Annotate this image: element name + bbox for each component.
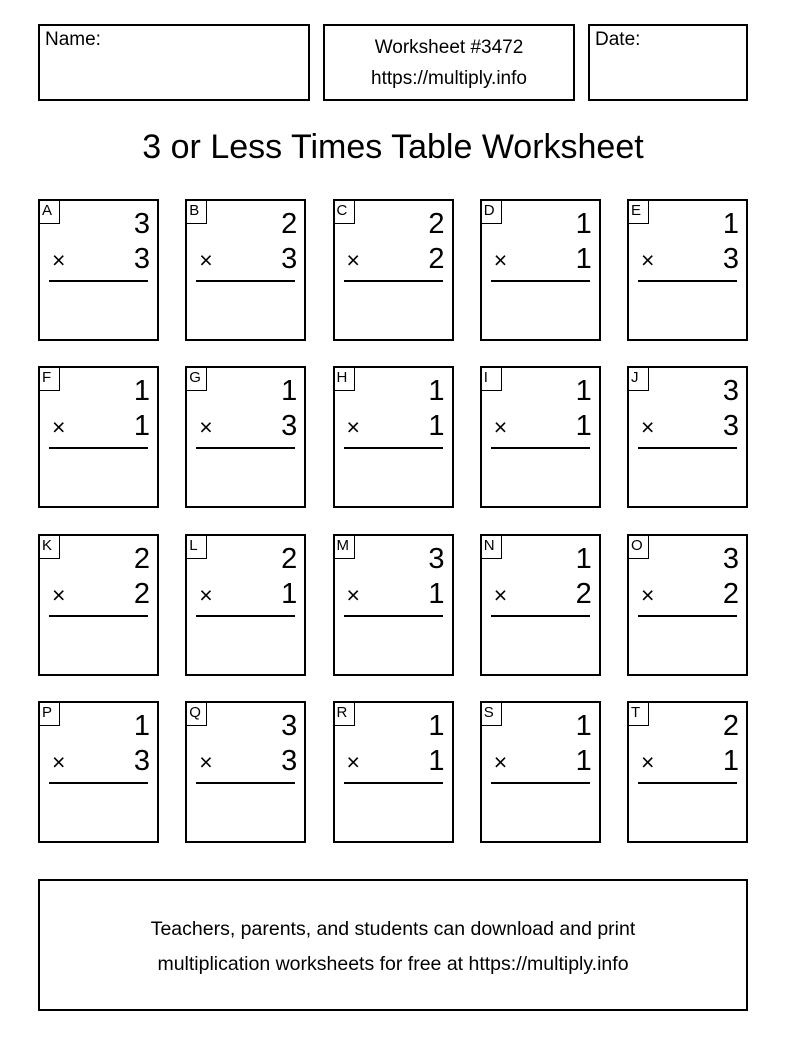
answer-line [638,447,737,449]
multiplicand: 1 [575,709,592,742]
multiplier: 1 [281,577,298,610]
answer-line [196,615,295,617]
answer-line [196,447,295,449]
multiplicand: 1 [428,375,445,408]
problem-card[interactable] [480,701,601,843]
multiplier: 3 [722,243,739,275]
website-link[interactable]: https://multiply.info [371,68,527,89]
problem-label: O [629,536,649,559]
multiplicand: 1 [575,208,592,240]
multiplier: 1 [428,410,445,443]
multiply-sign: × [493,414,508,441]
answer-line [344,615,443,617]
multiplicand: 3 [428,542,445,575]
multiplier: 1 [575,410,592,443]
multiplicand: 2 [281,208,298,240]
problem-card[interactable] [333,534,454,676]
multiply-sign: × [641,247,655,273]
problem-label: P [40,703,60,726]
multiplier: 1 [428,577,445,610]
worksheet-info-box [323,24,575,101]
multiplier: 2 [722,577,739,610]
multiplicand: 3 [133,208,150,240]
answer-line [49,615,148,617]
multiplicand: 1 [575,375,592,408]
date-label: Date: [595,29,641,50]
multiplier: 1 [575,243,592,275]
multiplier: 2 [575,577,592,610]
multiply-sign: × [199,748,213,775]
problem-label: S [482,703,502,726]
multiply-sign: × [641,748,655,775]
footer-box [38,879,748,1011]
problem-label: H [335,368,355,391]
multiply-sign: × [346,414,360,441]
multiplier: 1 [575,744,592,777]
problem-label: K [40,536,60,559]
problem-label: G [187,368,207,391]
problem-label: L [187,536,207,559]
multiplier: 1 [722,744,739,777]
problem-card[interactable] [185,366,306,508]
multiply-sign: × [199,414,213,441]
name-label: Name: [45,29,101,50]
multiply-sign: × [346,247,360,273]
problem-card[interactable] [627,701,748,843]
multiplier: 3 [722,410,739,443]
multiplier: 3 [281,744,298,777]
problem-label: D [482,201,502,224]
answer-line [638,280,737,282]
multiplier: 1 [133,410,150,443]
multiply-sign: × [493,581,508,608]
multiply-sign: × [52,748,66,775]
problem-card[interactable] [480,534,601,676]
answer-line [491,280,590,282]
answer-line [344,782,443,784]
problem-card[interactable] [627,366,748,508]
problem-card[interactable] [38,701,159,843]
multiply-sign: × [641,581,655,608]
problem-label: E [629,201,649,224]
problem-label: M [335,536,355,559]
multiplicand: 1 [133,375,150,408]
multiplicand: 1 [281,375,298,408]
answer-line [638,782,737,784]
problem-card[interactable] [185,199,306,341]
multiplier: 2 [133,577,150,610]
answer-line [491,615,590,617]
multiplier: 2 [428,243,445,275]
problem-card[interactable] [480,199,601,341]
problem-label: C [335,201,355,224]
problem-card[interactable] [185,534,306,676]
problem-label: J [629,368,649,391]
problem-label: Q [187,703,207,726]
multiplicand: 2 [133,542,150,575]
multiply-sign: × [52,581,66,608]
date-box[interactable] [588,24,748,101]
multiplicand: 2 [281,542,298,575]
problem-label: F [40,368,60,391]
multiply-sign: × [52,414,66,441]
problem-label: N [482,536,502,559]
multiplier: 3 [281,243,298,275]
multiply-sign: × [346,581,360,608]
multiplicand: 2 [428,208,445,240]
answer-line [49,447,148,449]
multiply-sign: × [493,748,508,775]
problem-card[interactable] [38,534,159,676]
answer-line [196,782,295,784]
multiplier: 1 [428,744,445,777]
problem-card[interactable] [480,366,601,508]
multiplicand: 3 [281,709,298,742]
name-box[interactable] [38,24,310,101]
answer-line [491,447,590,449]
multiplier: 3 [133,243,150,275]
problem-card[interactable] [38,366,159,508]
problem-grid [38,199,748,843]
footer-line-1: Teachers, parents, and students can download and print [150,918,636,940]
multiply-sign: × [199,581,213,608]
problem-card[interactable] [333,366,454,508]
problem-card[interactable] [627,199,748,341]
problem-label: A [40,201,60,224]
multiplier: 3 [281,410,298,443]
problem-label: R [335,703,355,726]
problem-label: B [187,201,207,224]
answer-line [196,280,295,282]
problem-card[interactable] [627,534,748,676]
answer-line [49,782,148,784]
page-title: 3 or Less Times Table Worksheet [142,128,644,166]
multiply-sign: × [52,247,66,273]
multiplicand: 1 [428,709,445,742]
multiply-sign: × [493,247,508,273]
multiply-sign: × [346,748,360,775]
answer-line [344,280,443,282]
footer-line-2: multiplication worksheets for free at https://multiply.info [157,953,629,975]
problem-card[interactable] [333,199,454,341]
problem-card[interactable] [38,199,159,341]
answer-line [49,280,148,282]
answer-line [344,447,443,449]
answer-line [638,615,737,617]
problem-label: T [629,703,649,726]
multiplicand: 1 [575,542,592,575]
multiply-sign: × [641,414,655,441]
multiplicand: 1 [133,709,150,742]
answer-line [491,782,590,784]
worksheet-number: Worksheet #3472 [374,37,524,58]
multiplicand: 3 [722,542,739,575]
problem-card[interactable] [185,701,306,843]
problem-card[interactable] [333,701,454,843]
multiplicand: 3 [722,375,739,408]
multiplier: 3 [133,744,150,777]
multiplicand: 2 [722,709,739,742]
problem-label: I [482,368,502,391]
multiply-sign: × [199,247,213,273]
multiplicand: 1 [722,208,739,240]
